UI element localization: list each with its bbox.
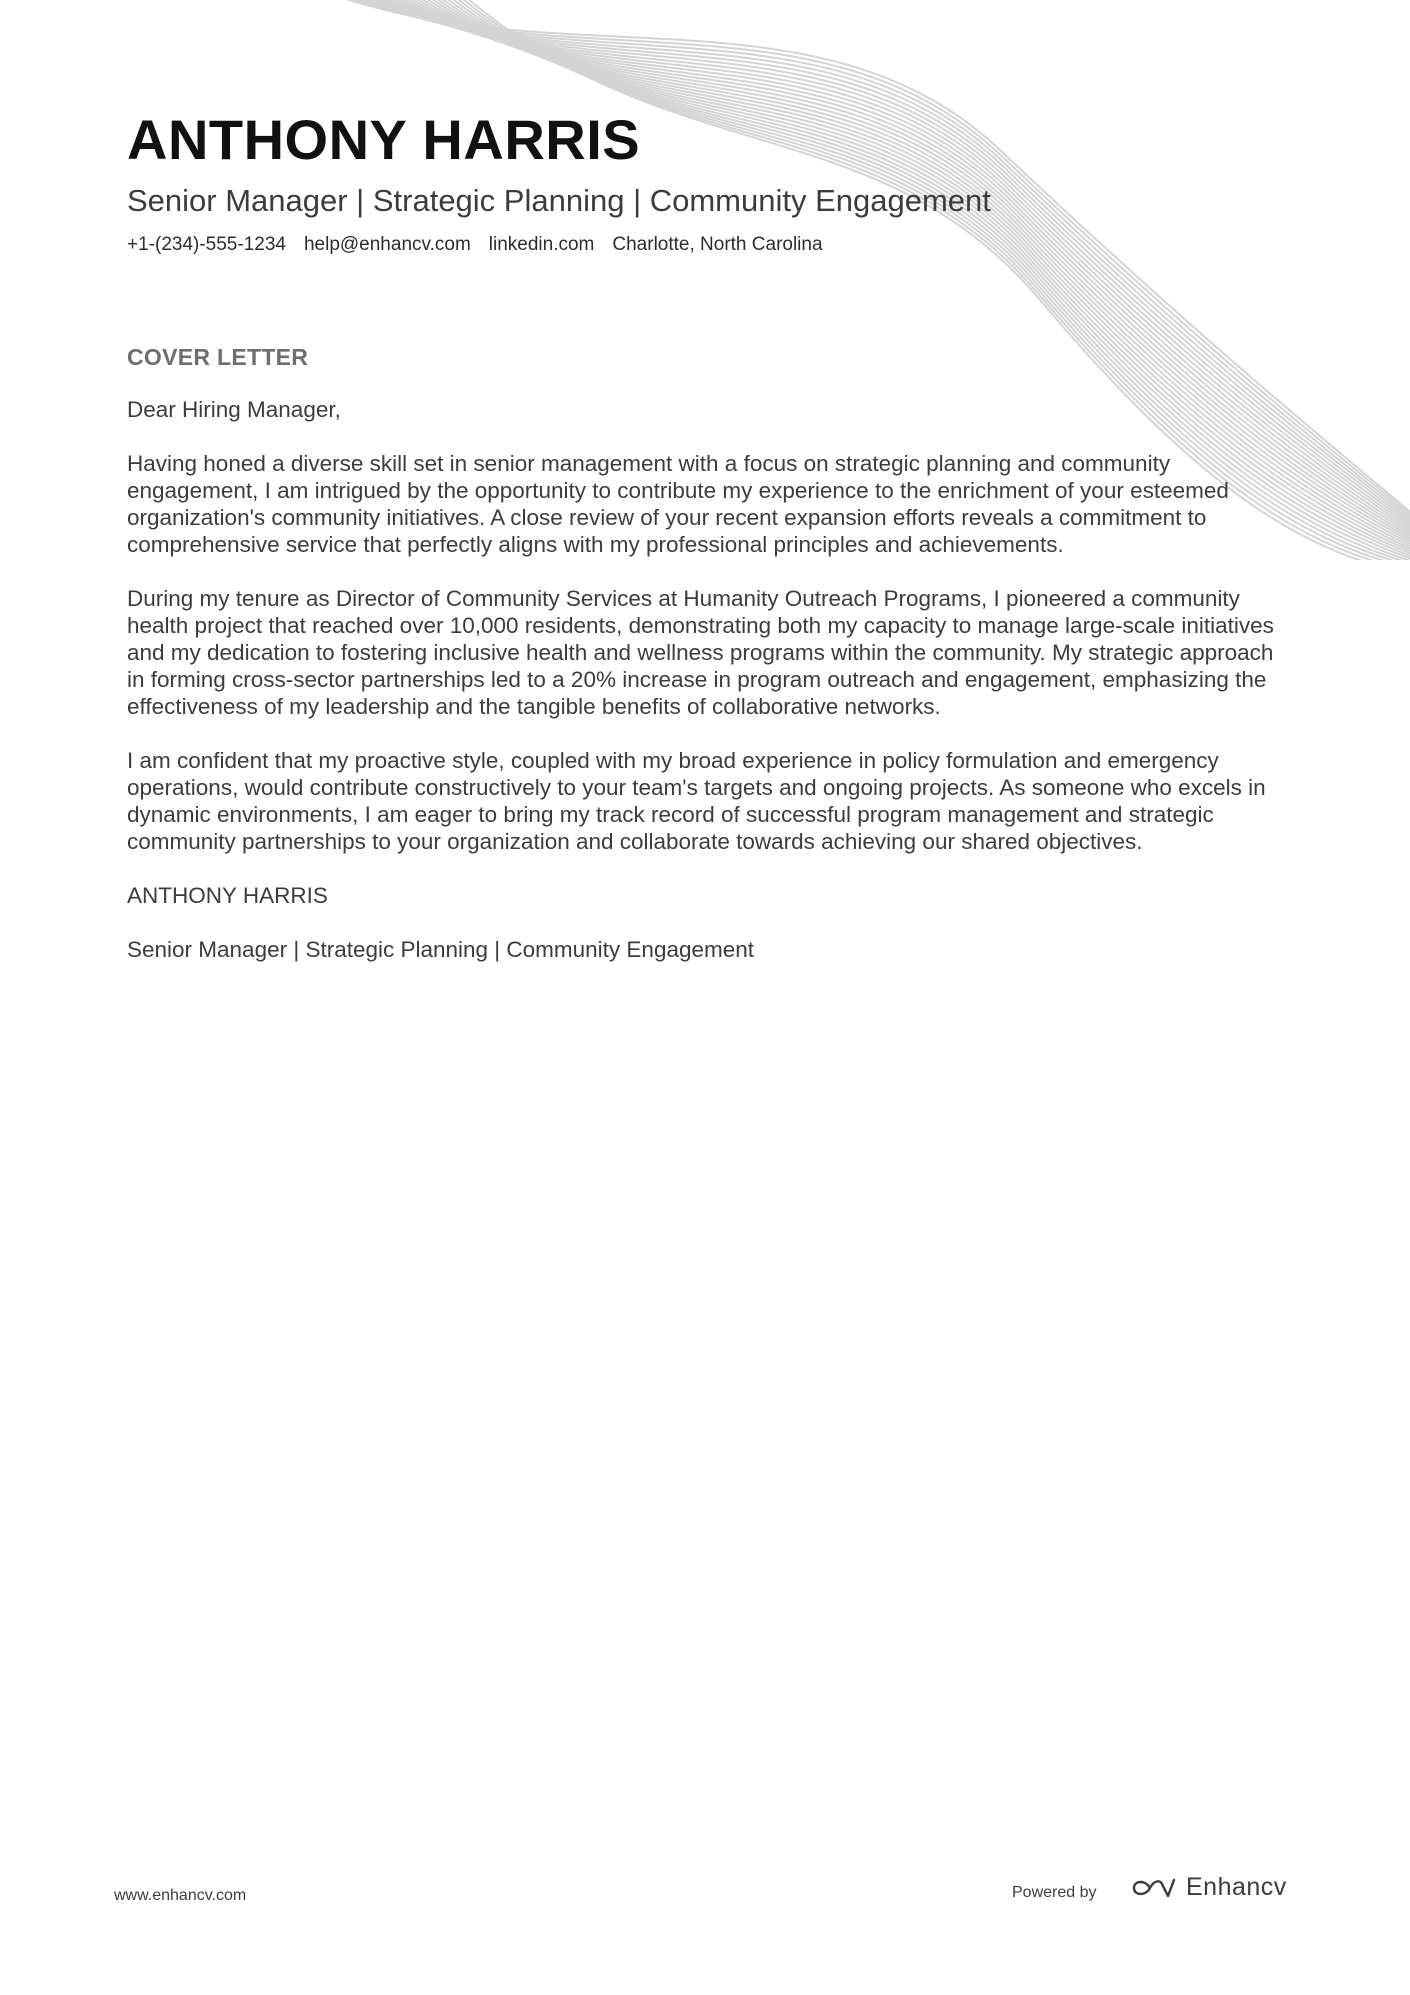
brand-name: Enhancv <box>1186 1873 1287 1901</box>
letter-paragraph-1: Having honed a diverse skill set in senior management with a focus on strategic planning and community engagement, I am intrigued by the opportunity to contribute my experience to the enrichment of your esteemed organization's community initiatives. A close review of your recent expansion efforts reveals a commitment to comprehensive service that perfectly aligns with my professional principles and achievements. <box>127 451 1229 557</box>
letter-body <box>127 396 1287 990</box>
letter-paragraph-3: I am confident that my proactive style, coupled with my broad experience in policy formulation and emergency operations, would contribute constructively to your team's targets and ongoing projects. As someone who excels in dynamic environments, I am eager to bring my track record of successful program management and strategic community partnerships to your organization and collaborate towards achieving our shared objectives. <box>127 748 1266 854</box>
signature-name: ANTHONY HARRIS <box>127 883 328 908</box>
contact-email[interactable]: help@enhancv.com <box>303 234 471 255</box>
section-title-cover-letter: COVER LETTER <box>127 344 309 370</box>
candidate-name: ANTHONY HARRIS <box>127 108 641 171</box>
letter-paragraph-2: During my tenure as Director of Community Services at Humanity Outreach Programs, I pioneered a community health project that reached over 10,000 residents, demonstrating both my capacity to manage large-scale initiatives and my dedication to fostering inclusive health and wellness programs within the community. My strategic approach in forming cross-sector partnerships led to a 20% increase in program outreach and engagement, emphasizing the effectiveness of my leadership and the tangible benefits of collaborative networks. <box>127 586 1274 719</box>
contact-linkedin[interactable]: linkedin.com <box>488 234 595 255</box>
footer-website-link[interactable]: www.enhancv.com <box>114 1887 247 1904</box>
signature-title: Senior Manager | Strategic Planning | Community Engagement <box>127 937 755 962</box>
contact-info <box>127 234 823 257</box>
powered-by-label: Powered by <box>1012 1884 1097 1901</box>
contact-phone: +1-(234)-555-1234 <box>127 234 286 255</box>
candidate-headline: Senior Manager | Strategic Planning | Community Engagement <box>127 183 991 218</box>
letter-salutation: Dear Hiring Manager, <box>127 397 341 422</box>
enhancv-logo-icon <box>1130 1876 1176 1900</box>
enhancv-brand[interactable] <box>1130 1875 1287 1900</box>
contact-location: Charlotte, North Carolina <box>612 234 823 255</box>
